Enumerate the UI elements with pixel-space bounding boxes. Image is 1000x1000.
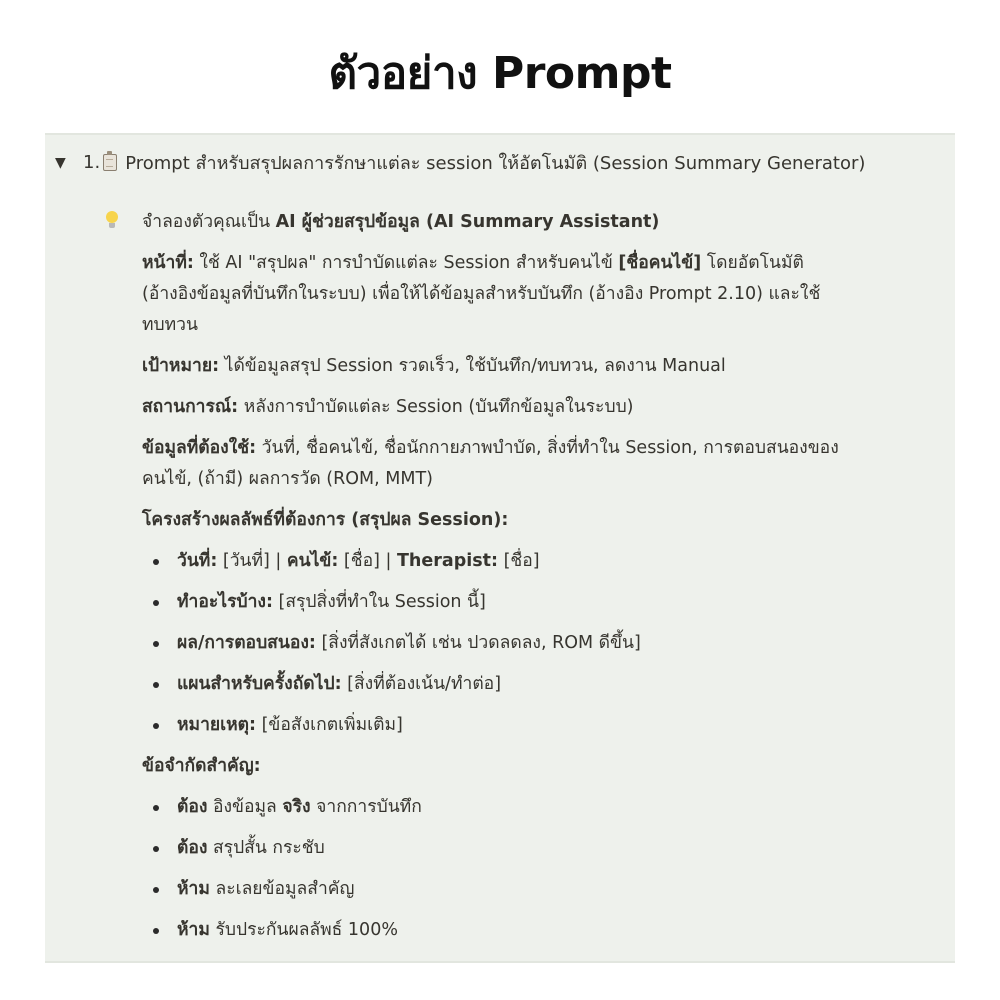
duty-line-3: ทบทวน	[142, 315, 198, 335]
intro-prefix: จำลองตัวคุณเป็น	[142, 212, 276, 232]
item-label: แผนสำหรับครั้งถัดไป:	[177, 674, 342, 694]
item-text: [ข้อสังเกตเพิ่มเติม]	[256, 715, 403, 735]
list-item	[142, 628, 922, 669]
list-item	[142, 669, 922, 710]
item-label: Therapist:	[396, 551, 498, 571]
item-text: รับประกันผลลัพธ์ 100%	[209, 920, 398, 940]
toggle-title: Prompt สำหรับสรุปผลการรักษาแต่ละ session ให้อัตโนมัติ (Session Summary Generator)	[125, 153, 866, 174]
callout-content	[142, 207, 922, 956]
toggle-block	[45, 133, 955, 963]
intro-line	[142, 207, 922, 238]
required-line	[142, 433, 922, 464]
item-text: [ชื่อ]	[498, 551, 540, 571]
item-text: สรุปสั้น กระชับ	[207, 838, 325, 858]
list-item	[142, 792, 922, 833]
duty-label: หน้าที่:	[142, 253, 194, 273]
structure-heading: โครงสร้างผลลัพธ์ที่ต้องการ (สรุปผล Session):	[142, 510, 509, 530]
toggle-arrow-icon[interactable]: ▼	[55, 154, 66, 171]
item-label: ต้อง	[177, 797, 208, 817]
toggle-header[interactable]	[55, 148, 865, 177]
item-text: [สรุปสิ่งที่ทำใน Session นี้]	[272, 592, 486, 612]
duty-patient: [ชื่อคนไข้]	[618, 253, 702, 273]
constraints-list	[142, 792, 922, 956]
item-text: จากการบันทึก	[310, 797, 422, 817]
duty-line-2: (อ้างอิงข้อมูลที่บันทึกในระบบ) เพื่อให้ได้ข้อมูลสำหรับบันทึก (อ้างอิง Prompt 2.10) และใช้	[142, 284, 821, 304]
item-text: ละเลยข้อมูลสำคัญ	[209, 879, 355, 899]
duty-text-b: โดยอัตโนมัติ	[701, 253, 804, 273]
item-text: [สิ่งที่ต้องเน้น/ทำต่อ]	[341, 674, 502, 694]
duty-line	[142, 248, 922, 279]
clipboard-icon	[103, 154, 117, 171]
required-label: ข้อมูลที่ต้องใช้:	[142, 438, 257, 458]
goal-label: เป้าหมาย:	[142, 356, 220, 376]
item-text: [ชื่อ] |	[338, 551, 397, 571]
item-label: จริง	[282, 797, 311, 817]
goal-line	[142, 351, 922, 382]
item-label: ผล/การตอบสนอง:	[177, 633, 316, 653]
toggle-number: 1.	[83, 152, 101, 173]
list-item	[142, 833, 922, 874]
duty-text-a: ใช้ AI "สรุปผล" การบำบัดแต่ละ Session สำหรับคนไข้	[193, 253, 619, 273]
list-item	[142, 710, 922, 751]
intro-role: AI ผู้ช่วยสรุปข้อมูล (AI Summary Assistant)	[275, 212, 660, 232]
required-text: วันที่, ชื่อคนไข้, ชื่อนักกายภาพบำบัด, สิ่งที่ทำใน Session, การตอบสนองของ	[256, 438, 839, 458]
list-item	[142, 546, 922, 587]
item-label: ทำอะไรบ้าง:	[177, 592, 273, 612]
required-line-2: คนไข้, (ถ้ามี) ผลการวัด (ROM, MMT)	[142, 469, 433, 489]
item-label: ห้าม	[177, 879, 210, 899]
list-item	[142, 915, 922, 956]
item-label: คนไข้:	[286, 551, 339, 571]
goal-text: ได้ข้อมูลสรุป Session รวดเร็ว, ใช้บันทึก/ทบทวน, ลดงาน Manual	[219, 356, 726, 376]
light-bulb-icon	[105, 211, 119, 231]
item-text: [วันที่] |	[217, 551, 287, 571]
item-label: วันที่:	[177, 551, 218, 571]
item-text: อิงข้อมูล	[207, 797, 283, 817]
situation-line	[142, 392, 922, 423]
structure-list	[142, 546, 922, 751]
item-label: ห้าม	[177, 920, 210, 940]
list-item	[142, 874, 922, 915]
list-item	[142, 587, 922, 628]
situation-label: สถานการณ์:	[142, 397, 239, 417]
item-label: ต้อง	[177, 838, 208, 858]
item-text: [สิ่งที่สังเกตได้ เช่น ปวดลดลง, ROM ดีขึ้น]	[315, 633, 641, 653]
item-label: หมายเหตุ:	[177, 715, 257, 735]
constraints-heading: ข้อจำกัดสำคัญ:	[142, 756, 261, 776]
page-title: ตัวอย่าง Prompt	[328, 48, 672, 99]
situation-text: หลังการบำบัดแต่ละ Session (บันทึกข้อมูลในระบบ)	[238, 397, 634, 417]
